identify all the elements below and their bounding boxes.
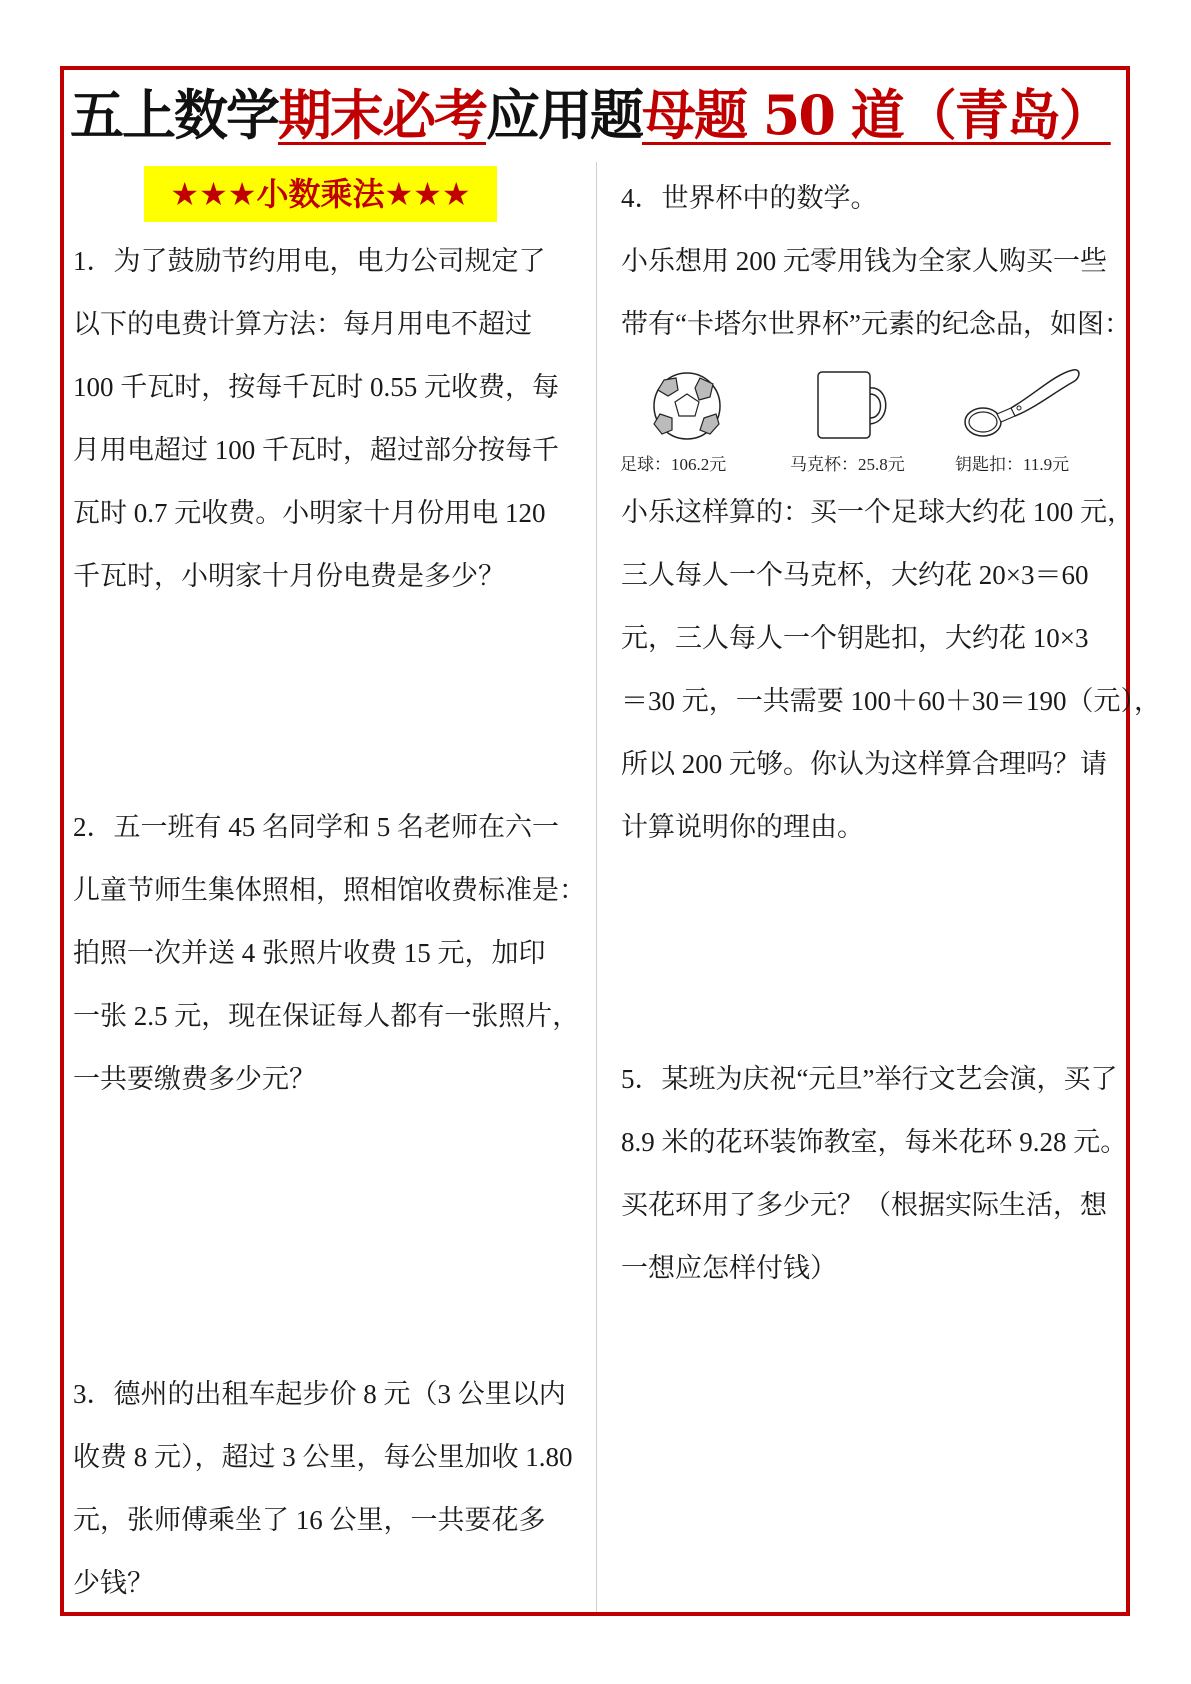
section-banner-decimal-multiplication: ★★★小数乘法★★★ bbox=[144, 166, 497, 222]
question-3 bbox=[73, 1363, 588, 1615]
title-part-final-exam: 期末必考 bbox=[278, 83, 486, 147]
title-part-count: 母题 50 道（青岛） bbox=[642, 83, 1111, 147]
title-part-grade: 五上数学 bbox=[70, 83, 278, 147]
keychain-icon bbox=[955, 364, 1115, 450]
soccer-ball-icon bbox=[620, 364, 780, 450]
q3-line: 少钱？ bbox=[73, 1568, 154, 1598]
q4-line: 小乐想用 200 元零用钱为全家人购买一些 bbox=[621, 246, 1107, 276]
q1-line: 瓦时 0.7 元收费。小明家十月份用电 120 bbox=[73, 498, 546, 528]
mug-icon bbox=[790, 364, 950, 450]
q2-line: 儿童节师生集体照相，照相馆收费标准是： bbox=[73, 875, 586, 905]
q4-line: 带有“卡塔尔世界杯”元素的纪念品，如图： bbox=[621, 309, 1131, 339]
q4-line: 所以 200 元够。你认为这样算合理吗？请 bbox=[621, 749, 1107, 779]
q1-line: 100 千瓦时，按每千瓦时 0.55 元收费，每 bbox=[73, 372, 559, 402]
page-title bbox=[70, 76, 1130, 154]
q5-line: 8.9 米的花环装饰教室，每米花环 9.28 元。 bbox=[621, 1127, 1128, 1157]
soccer-ball-caption: 足球：106.2元 bbox=[620, 455, 727, 474]
q2-line: 2．五一班有 45 名同学和 5 名老师在六一 bbox=[73, 812, 559, 842]
q1-line: 1．为了鼓励节约用电，电力公司规定了 bbox=[73, 246, 546, 276]
title-part-word-problems: 应用题 bbox=[486, 83, 642, 147]
keychain-caption: 钥匙扣：11.9元 bbox=[955, 455, 1070, 474]
column-divider bbox=[596, 162, 597, 1612]
q2-line: 拍照一次并送 4 张照片收费 15 元，加印 bbox=[73, 938, 546, 968]
q4-line: 计算说明你的理由。 bbox=[621, 812, 864, 842]
q1-line: 以下的电费计算方法：每月用电不超过 bbox=[73, 309, 532, 339]
q3-line: 3．德州的出租车起步价 8 元（3 公里以内 bbox=[73, 1379, 566, 1409]
souvenir-keychain bbox=[955, 358, 1115, 478]
q1-line: 月用电超过 100 千瓦时，超过部分按每千 bbox=[73, 435, 559, 465]
q5-line: 买花环用了多少元？（根据实际生活，想 bbox=[621, 1190, 1107, 1220]
question-2 bbox=[73, 796, 588, 1111]
question-1 bbox=[73, 230, 588, 608]
q4-line: 小乐这样算的：买一个足球大约花 100 元， bbox=[621, 497, 1134, 527]
q4-line: 4．世界杯中的数学。 bbox=[621, 183, 878, 213]
q4-line: 元，三人每人一个钥匙扣，大约花 10×3 bbox=[621, 623, 1089, 653]
souvenir-figure bbox=[620, 358, 1120, 478]
q4-line: 三人每人一个马克杯，大约花 20×3＝60 bbox=[621, 560, 1089, 590]
question-5 bbox=[621, 1048, 1131, 1300]
q5-line: 5．某班为庆祝“元旦”举行文艺会演，买了 bbox=[621, 1064, 1118, 1094]
q3-line: 元，张师傅乘坐了 16 公里，一共要花多 bbox=[73, 1505, 546, 1535]
q5-line: 一想应怎样付钱） bbox=[621, 1253, 837, 1283]
q4-line: ＝30 元，一共需要 100＋60＋30＝190（元）， bbox=[621, 686, 1161, 716]
q3-line: 收费 8 元），超过 3 公里，每公里加收 1.80 bbox=[73, 1442, 573, 1472]
question-4-body bbox=[621, 481, 1161, 859]
souvenir-soccer-ball bbox=[620, 358, 780, 478]
q2-line: 一张 2.5 元，现在保证每人都有一张照片， bbox=[73, 1001, 580, 1031]
mug-caption: 马克杯：25.8元 bbox=[790, 455, 905, 474]
q2-line: 一共要缴费多少元？ bbox=[73, 1064, 316, 1094]
question-4-intro bbox=[621, 167, 1131, 356]
q1-line: 千瓦时，小明家十月份电费是多少？ bbox=[73, 561, 505, 591]
souvenir-mug bbox=[790, 358, 950, 478]
